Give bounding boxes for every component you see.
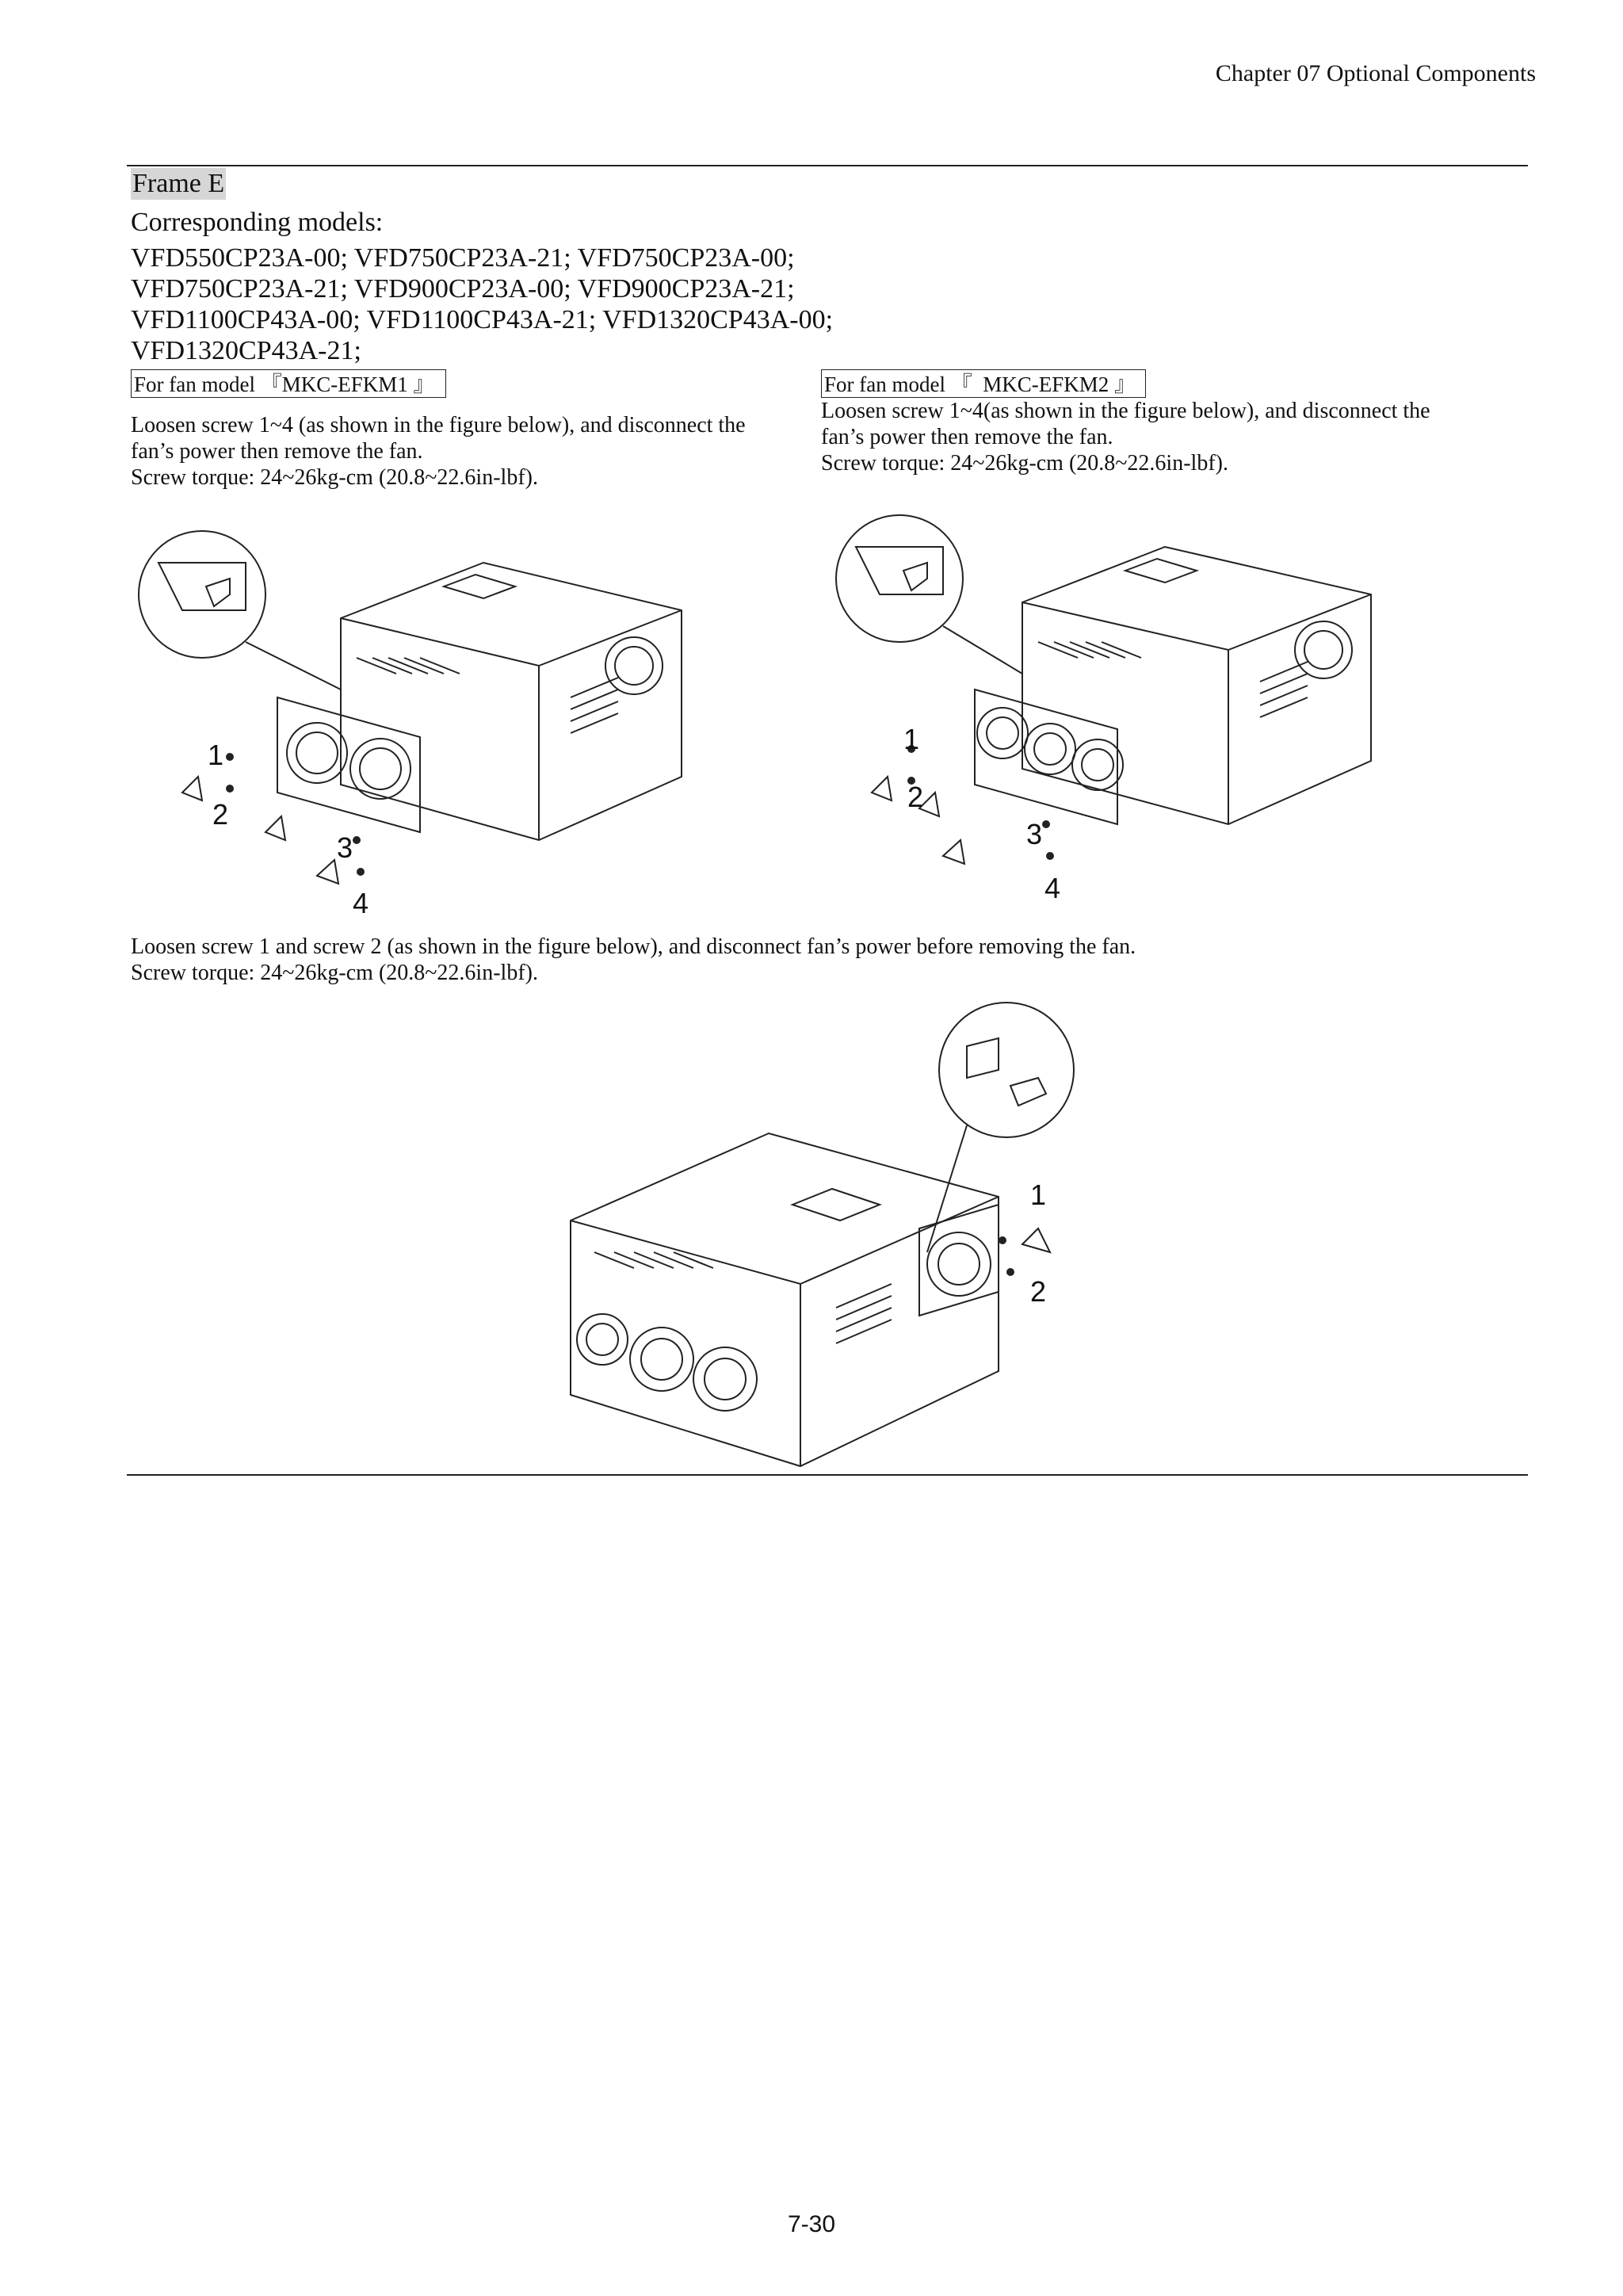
instruction-line: Loosen screw 1~4 (as shown in the figure below), and disconnect the [131, 413, 746, 437]
top-divider [127, 165, 1528, 166]
instruction-line: Loosen screw 1 and screw 2 (as shown in the figure below), and disconnect fan’s power before removing the fan. [131, 934, 1136, 959]
drive-illustration-bottom [555, 999, 1094, 1474]
removal-arrow [1022, 1228, 1050, 1252]
screw [999, 1237, 1006, 1244]
screw-label-3: 3 [1026, 818, 1043, 850]
bottom-divider [127, 1474, 1528, 1476]
drive-top-edge [571, 1197, 999, 1284]
detail-connector [967, 1038, 999, 1078]
detail-arrow [903, 563, 927, 590]
instruction-left [131, 412, 820, 491]
model-line: VFD550CP23A-00; VFD750CP23A-21; VFD750CP23A-00; [131, 243, 795, 273]
screw-label-1: 1 [208, 739, 224, 771]
side-fan-bracket [919, 1205, 999, 1316]
model-line: VFD750CP23A-21; VFD900CP23A-00; VFD900CP23A-21; [131, 274, 795, 304]
fan-model-label-left: For fan model 『MKC-EFKM1 』 [131, 369, 446, 398]
screw-label-2: 2 [212, 798, 229, 831]
torque-line: Screw torque: 24~26kg-cm (20.8~22.6in-lbf). [131, 961, 538, 985]
side-fan [1295, 621, 1352, 678]
keypad [444, 575, 515, 598]
screw [353, 837, 360, 843]
screw [1047, 853, 1053, 859]
fan-2 [1025, 724, 1075, 774]
screw-label-1: 1 [1030, 1179, 1047, 1211]
detail-arrow [1010, 1078, 1046, 1106]
instruction-right [821, 398, 1534, 476]
drive-illustration-right [824, 491, 1395, 919]
removal-arrow [317, 860, 338, 884]
keypad [1125, 559, 1197, 583]
instruction-bottom [131, 934, 1399, 986]
removal-arrow [182, 777, 202, 800]
figure-left-fan-removal [127, 499, 697, 927]
screw [1043, 821, 1049, 827]
terminal-rows [1038, 642, 1141, 658]
front-fan-3 [693, 1347, 757, 1411]
terminal-rows [357, 658, 460, 674]
model-list [131, 243, 923, 366]
removal-arrow [872, 777, 892, 800]
screw [227, 754, 233, 760]
vent-slots [571, 678, 618, 733]
front-fan-1 [577, 1314, 628, 1365]
detail-bracket [158, 563, 246, 610]
fan-model-label-right: For fan model 『 MKC-EFKM2 』 [821, 369, 1146, 398]
callout-line [943, 626, 1022, 674]
torque-line: Screw torque: 24~26kg-cm (20.8~22.6in-lbf). [131, 465, 538, 490]
screw-label-2: 2 [1030, 1275, 1047, 1308]
torque-line: Screw torque: 24~26kg-cm (20.8~22.6in-lbf). [821, 451, 1228, 476]
detail-zoom-circle [939, 1003, 1074, 1137]
screw [357, 869, 364, 875]
screw-label-4: 4 [353, 887, 369, 919]
side-fan [927, 1232, 991, 1296]
vent-slots [1260, 662, 1308, 717]
front-fan-2 [630, 1328, 693, 1391]
removal-arrow [943, 840, 964, 864]
drive-body [341, 563, 682, 840]
corresponding-models-label: Corresponding models: [131, 208, 384, 237]
instruction-line: fan’s power then remove the fan. [821, 425, 1113, 449]
screw-label-4: 4 [1044, 872, 1061, 904]
callout-line [246, 642, 341, 690]
screw-label-2: 2 [907, 781, 924, 813]
screw [227, 785, 233, 792]
side-fan [605, 637, 663, 694]
screw-label-3: 3 [337, 831, 353, 864]
chapter-header: Chapter 07 Optional Components [1215, 60, 1536, 86]
screw-label-1: 1 [903, 723, 920, 755]
screw [1007, 1269, 1014, 1275]
drive-illustration-left [127, 499, 697, 927]
instruction-line: fan’s power then remove the fan. [131, 439, 423, 464]
fan-1 [977, 708, 1028, 758]
page-number: 7-30 [787, 2211, 836, 2237]
vent-slots [836, 1284, 892, 1343]
fan-module [277, 697, 420, 832]
drive-body [571, 1133, 999, 1466]
detail-arrow [206, 579, 230, 606]
detail-bracket [856, 547, 943, 594]
removal-arrow [265, 816, 285, 840]
drive-body [1022, 547, 1371, 824]
instruction-line: Loosen screw 1~4(as shown in the figure below), and disconnect the [821, 399, 1430, 423]
model-line: VFD1320CP43A-21; [131, 336, 361, 365]
figure-bottom-fan-removal [555, 999, 1094, 1474]
figure-right-fan-removal [824, 491, 1395, 919]
keypad [792, 1189, 880, 1221]
fan-3 [1072, 739, 1123, 790]
model-line: VFD1100CP43A-00; VFD1100CP43A-21; VFD1320CP43A-00; [131, 305, 834, 334]
section-title: Frame E [132, 169, 225, 198]
